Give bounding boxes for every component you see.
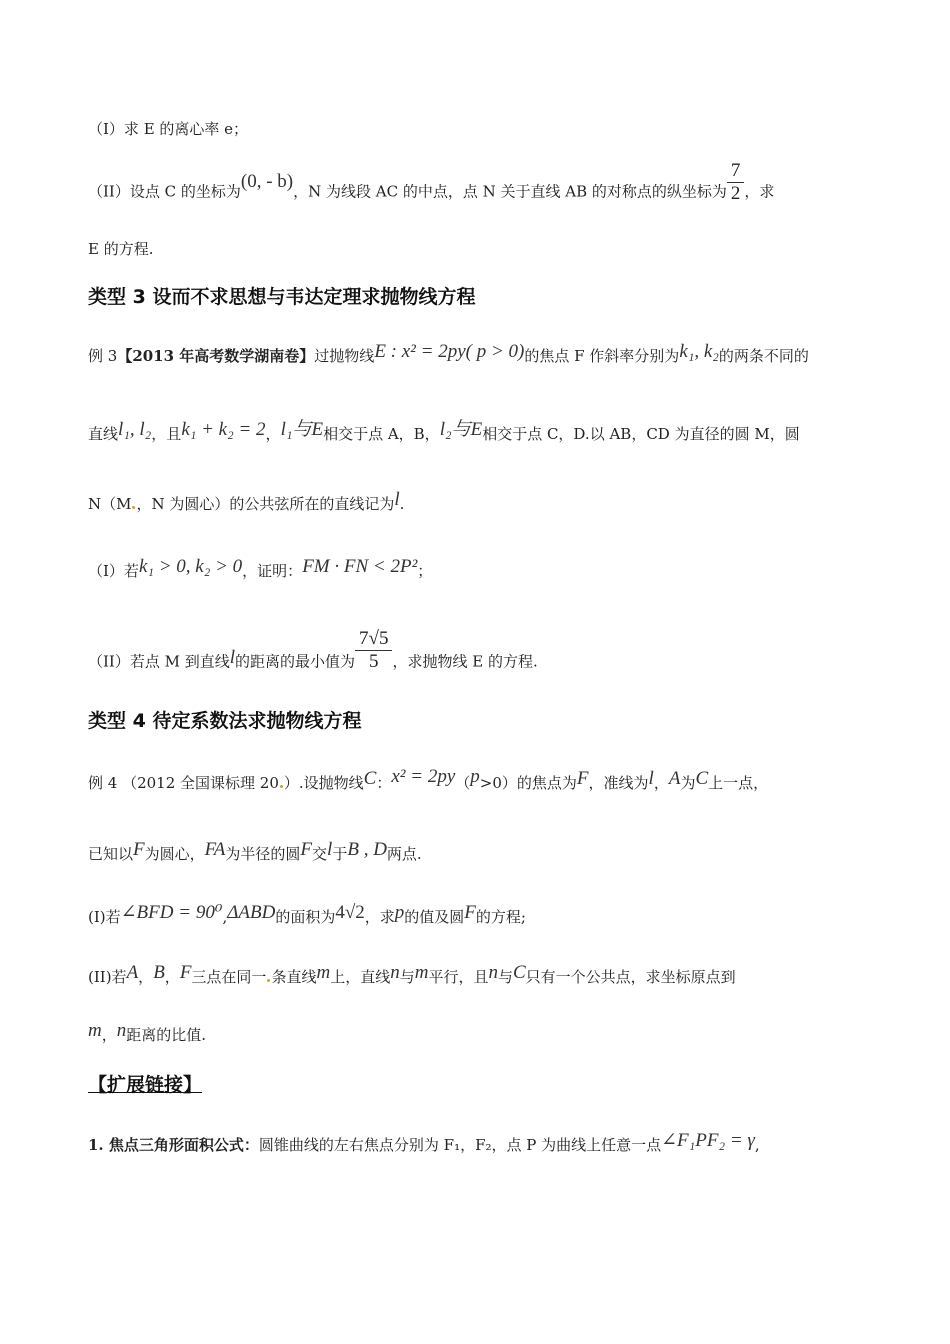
example4-line1: 例 4 （2012 全国课标理 20 ）.设抛物线C：x² = 2py（p>0）的焦点为F，准线为l，A为C上一点， [88, 766, 769, 792]
example4-part-i: (I)若∠BFD = 90⁰,ΔABD的面积为4√2，求p的值及圆F的方程; [88, 902, 526, 926]
part-ii-question: （II）设点 C 的坐标为(0, - b)，N 为线段 AC 的中点，点 N 关于直线 AB 的对称点的纵坐标为 $\frac{7}{2}$ ，求 [88, 160, 775, 204]
focal-triangle-formula-item: 1. 焦点三角形面积公式：圆锥曲线的左右焦点分别为 F₁，F₂，点 P 为曲线上任意一点∠F₁PF₂ = γ, [88, 1130, 760, 1154]
mark-dot [267, 979, 270, 982]
example4-part-ii: (II)若A，B，F三点在同一 条直线m上，直线n与m平行，且n与C只有一个公共点，求坐标原点到 [88, 962, 736, 986]
example3-line3: N（M ，N 为圆心）的公共弦所在的直线记为l. [88, 489, 405, 513]
fraction-min-distance: $\frac{7√5}{5}$ [355, 628, 392, 673]
fraction-seven-halves: $\frac{7}{2}$ [727, 160, 745, 205]
example4-part-ii-cont: m，n距离的比值. [88, 1020, 207, 1044]
example4-line2: 已知以F为圆心，FA为半径的圆F交l于B , D两点. [88, 839, 422, 863]
part-ii-question-cont: E 的方程. [88, 240, 154, 258]
section-heading-type3: 类型 3 设而不求思想与韦达定理求抛物线方程 [88, 286, 476, 308]
example3-line2: 直线l₁, l₂，且k₁ + k₂ = 2，l₁与E相交于点 A，B，l₂与E相交于点 C，D.以 AB，CD 为直径的圆 M，圆 [88, 419, 800, 443]
example3-line1: 例 3【2013 年高考数学湖南卷】过抛物线E : x² = 2py( p > 0)的焦点 F 作斜率分别为k₁, k₂的两条不同的 [88, 341, 809, 365]
example3-part-i: （I）若k₁ > 0, k₂ > 0，证明：FM · FN < 2P²； [88, 556, 433, 580]
example3-part-ii: （II）若点 M 到直线l的距离的最小值为 $\frac{7√5}{5}$ ，求抛物线 E 的方程. [88, 628, 538, 672]
extension-links-heading: 【扩展链接】 [88, 1074, 203, 1096]
part-i-question: （I）求 E 的离心率 e； [88, 120, 249, 138]
section-heading-type4: 类型 4 待定系数法求抛物线方程 [88, 710, 362, 732]
mark-dot [280, 785, 283, 788]
